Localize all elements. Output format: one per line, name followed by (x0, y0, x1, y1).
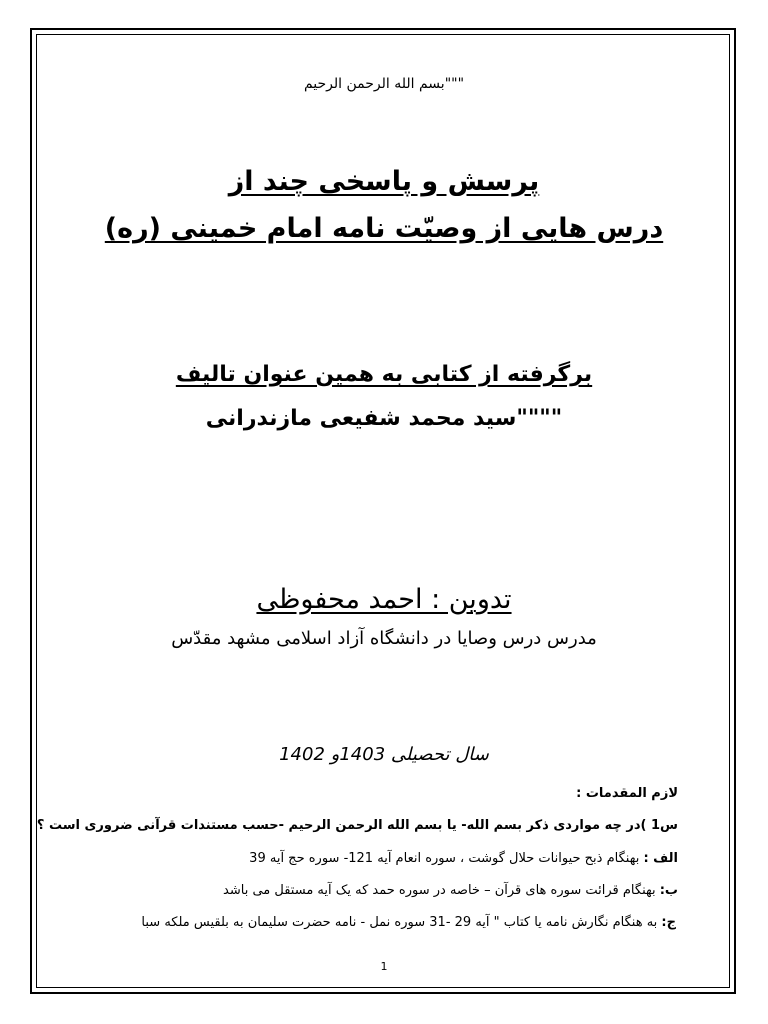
answer-item (249, 851, 678, 866)
question-1: س1 )در چه مواردی ذکر بسم الله- یا بسم الله الرحمن الرحیم -حسب مستندات قرآنی ضروری است ؟ (36, 818, 678, 833)
academic-year: سال تحصیلی 1403و 1402 (279, 744, 489, 765)
answer-label: ج: (661, 915, 676, 930)
document-title-line-2: درس هایی از وصیّت نامه امام خمینی (ره) (104, 213, 664, 244)
compiler-name: تدوین : احمد محفوظی (256, 584, 512, 615)
answer-item (141, 915, 676, 930)
answer-label: الف : (643, 851, 678, 866)
source-line: برگرفته از کتابی به همین عنوان تالیف (175, 362, 593, 387)
page-number: 1 (380, 960, 388, 973)
answer-item (223, 883, 678, 898)
answer-text: به هنگام نگارش نامه یا کتاب " آیه 29 -31 سوره نمل - نامه حضرت سلیمان به بلقیس ملکه سبا (141, 915, 662, 930)
answer-label: ب: (659, 883, 678, 898)
answer-text: بهنگام ذبح حیوانات حلال گوشت ، سوره انعام آیه 121- سوره حج آیه 39 (249, 851, 644, 866)
section-title: لازم المقدمات : (576, 786, 678, 801)
document-title-line-1: پرسش و پاسخی چند از (228, 166, 540, 197)
bismillah-heading: """بسم الله الرحمن الرحیم (303, 76, 465, 92)
answer-text: بهنگام قرائت سوره های قرآن – خاصه در سوره حمد که یک آیه مستقل می باشد (223, 883, 660, 898)
compiler-role: مدرس درس وصایا در دانشگاه آزاد اسلامی مشهد مقدّس (171, 628, 597, 649)
author-name: """"سید محمد شفیعی مازندرانی (205, 406, 563, 431)
